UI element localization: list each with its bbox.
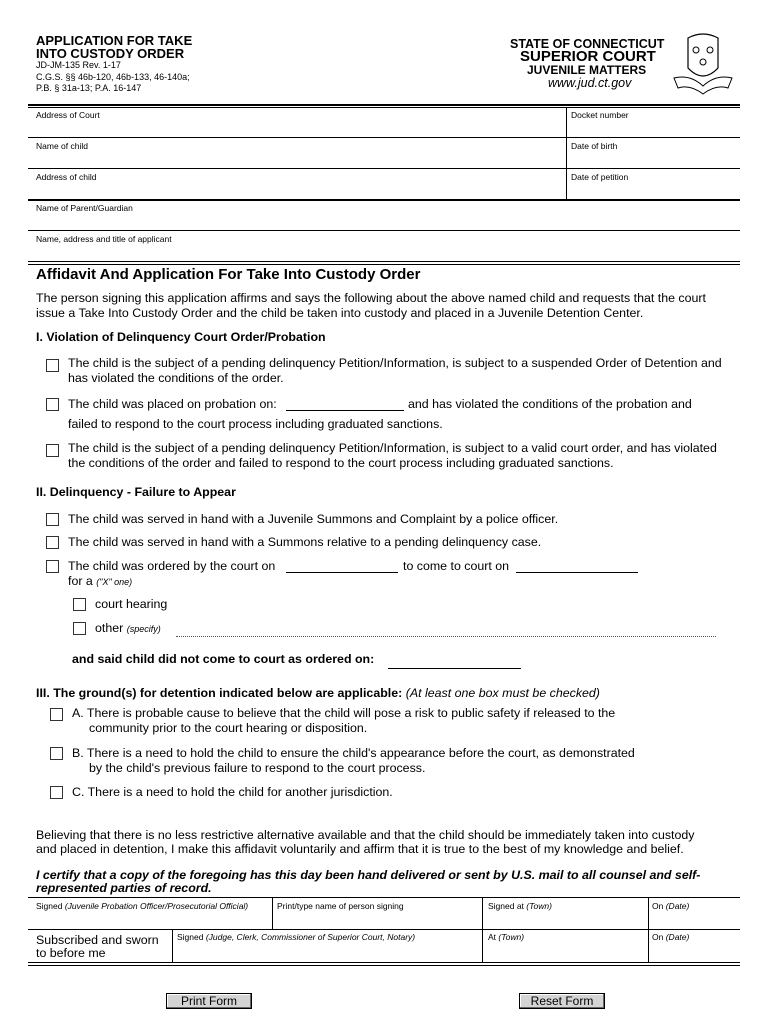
item-text: and has violated the conditions of the probation and: [408, 397, 692, 411]
item-text: the conditions of the order and failed to respond to the court process including graduated sanctions.: [68, 456, 614, 470]
option-label: other: [95, 621, 124, 635]
option-label: court hearing: [95, 597, 168, 611]
checkbox-juvenile-summons[interactable]: [46, 513, 59, 526]
checkbox-ground-b[interactable]: [50, 747, 63, 760]
item-text: The child is the subject of a pending delinquency Petition/Information, is subject to a suspended Order of Detention and: [68, 356, 722, 370]
section-2-heading: II. Delinquency - Failure to Appear: [36, 485, 236, 499]
date-of-birth-field[interactable]: Date of birth: [571, 141, 618, 151]
signed-at-town-field[interactable]: Signed at (Town): [488, 901, 552, 911]
applicant-field[interactable]: Name, address and title of applicant: [36, 234, 172, 244]
intro-line-1: The person signing this application affirms and says the following about the above named child and requests that the court: [36, 291, 706, 305]
statutes-2: P.B. § 31a-13; P.A. 16-147: [36, 83, 142, 93]
print-form-button[interactable]: Print Form: [166, 993, 252, 1009]
signed-judge-field[interactable]: Signed (Judge, Clerk, Commissioner of Superior Court, Notary): [177, 932, 416, 942]
form-title-1: APPLICATION FOR TAKE: [36, 33, 193, 48]
date-of-petition-field[interactable]: Date of petition: [571, 172, 629, 182]
section-1-heading: I. Violation of Delinquency Court Order/Probation: [36, 330, 326, 344]
name-of-child-field[interactable]: Name of child: [36, 141, 88, 151]
section-3-heading: III. The ground(s) for detention indicated below are applicable:: [36, 686, 403, 700]
intro-line-2: issue a Take Into Custody Order and the child be taken into custody and placed in a Juvenile Detention Center.: [36, 306, 644, 320]
affirmation-line-2: and placed in detention, I make this affidavit voluntarily and affirm that it is true to the best of my knowledge and belief.: [36, 842, 684, 856]
checkbox-probation[interactable]: [46, 398, 59, 411]
checkbox-pending-suspended[interactable]: [46, 359, 59, 372]
signed-officer-field[interactable]: Signed (Juvenile Probation Officer/Prosecutorial Official): [36, 901, 249, 911]
item-text: The child was ordered by the court on: [68, 559, 276, 573]
signed-on-date-field[interactable]: On (Date): [652, 901, 690, 911]
option-note: (specify): [126, 624, 161, 634]
item-text: The child was served in hand with a Juvenile Summons and Complaint by a police officer.: [68, 512, 559, 526]
order-date-input[interactable]: [286, 572, 398, 573]
item-text: The child was placed on probation on:: [68, 397, 277, 411]
item-text: has violated the conditions of the order.: [68, 371, 284, 385]
not-come-label: and said child did not come to court as ordered on:: [72, 652, 375, 666]
form-number: JD-JM-135 Rev. 1-17: [36, 60, 121, 70]
court-date-input[interactable]: [516, 572, 638, 573]
probation-date-input[interactable]: [286, 410, 404, 411]
not-come-date-input[interactable]: [388, 668, 521, 669]
checkbox-court-hearing[interactable]: [73, 598, 86, 611]
item-text: failed to respond to the court process including graduated sanctions.: [68, 417, 443, 431]
reset-form-button[interactable]: Reset Form: [519, 993, 605, 1009]
item-text: B. There is a need to hold the child to ensure the child's appearance before the court, as demonstrated: [72, 746, 635, 760]
print-name-field[interactable]: Print/type name of person signing: [277, 901, 404, 911]
checkbox-ordered-by-court[interactable]: [46, 560, 59, 573]
sworn-label-1: Subscribed and sworn: [36, 933, 159, 947]
form-title-2: INTO CUSTODY ORDER: [36, 46, 185, 61]
website: www.jud.ct.gov: [548, 76, 632, 90]
item-text: community prior to the court hearing or disposition.: [89, 721, 368, 735]
statutes-1: C.G.S. §§ 46b-120, 46b-133, 46-140a;: [36, 72, 190, 82]
item-note: ("X" one): [96, 577, 133, 587]
checkbox-ground-a[interactable]: [50, 708, 63, 721]
at-town-field[interactable]: At (Town): [488, 932, 525, 942]
item-text: The child was served in hand with a Summons relative to a pending delinquency case.: [68, 535, 542, 549]
affirmation-line-1: Believing that there is no less restrictive alternative available and that the child should be immediately taken into custody: [36, 828, 695, 842]
parent-guardian-field[interactable]: Name of Parent/Guardian: [36, 203, 133, 213]
checkbox-ground-c[interactable]: [50, 786, 63, 799]
item-text: to come to court on: [403, 559, 510, 573]
item-text: by the child's previous failure to respond to the court process.: [89, 761, 426, 775]
state-seal-icon: [670, 30, 736, 100]
checkbox-other[interactable]: [73, 622, 86, 635]
item-text: C. There is a need to hold the child for another jurisdiction.: [72, 785, 393, 799]
address-of-child-field[interactable]: Address of child: [36, 172, 97, 182]
docket-number-field[interactable]: Docket number: [571, 110, 629, 120]
item-text: A. There is probable cause to believe that the child will pose a risk to public safety if released to the: [72, 706, 616, 720]
court-name: SUPERIOR COURT: [520, 48, 656, 65]
checkbox-summons-pending[interactable]: [46, 536, 59, 549]
item-text: for a: [68, 574, 93, 588]
address-of-court-field[interactable]: Address of Court: [36, 110, 100, 120]
affidavit-title: Affidavit And Application For Take Into Custody Order: [36, 266, 421, 283]
certify-line-1: I certify that a copy of the foregoing has this day been hand delivered or sent by U.S. mail to all counsel and self-: [36, 868, 701, 882]
sworn-on-date-field[interactable]: On (Date): [652, 932, 690, 942]
section-3-note: (At least one box must be checked): [405, 686, 600, 700]
certify-line-2: represented parties of record.: [36, 881, 212, 895]
sworn-label-2: to before me: [36, 946, 106, 960]
division-name: JUVENILE MATTERS: [527, 63, 647, 77]
item-text: The child is the subject of a pending delinquency Petition/Information, is subject to a valid court order, and has violated: [68, 441, 717, 455]
state-name: STATE OF CONNECTICUT: [510, 37, 665, 51]
other-specify-input[interactable]: [176, 636, 716, 637]
checkbox-valid-order[interactable]: [46, 444, 59, 457]
